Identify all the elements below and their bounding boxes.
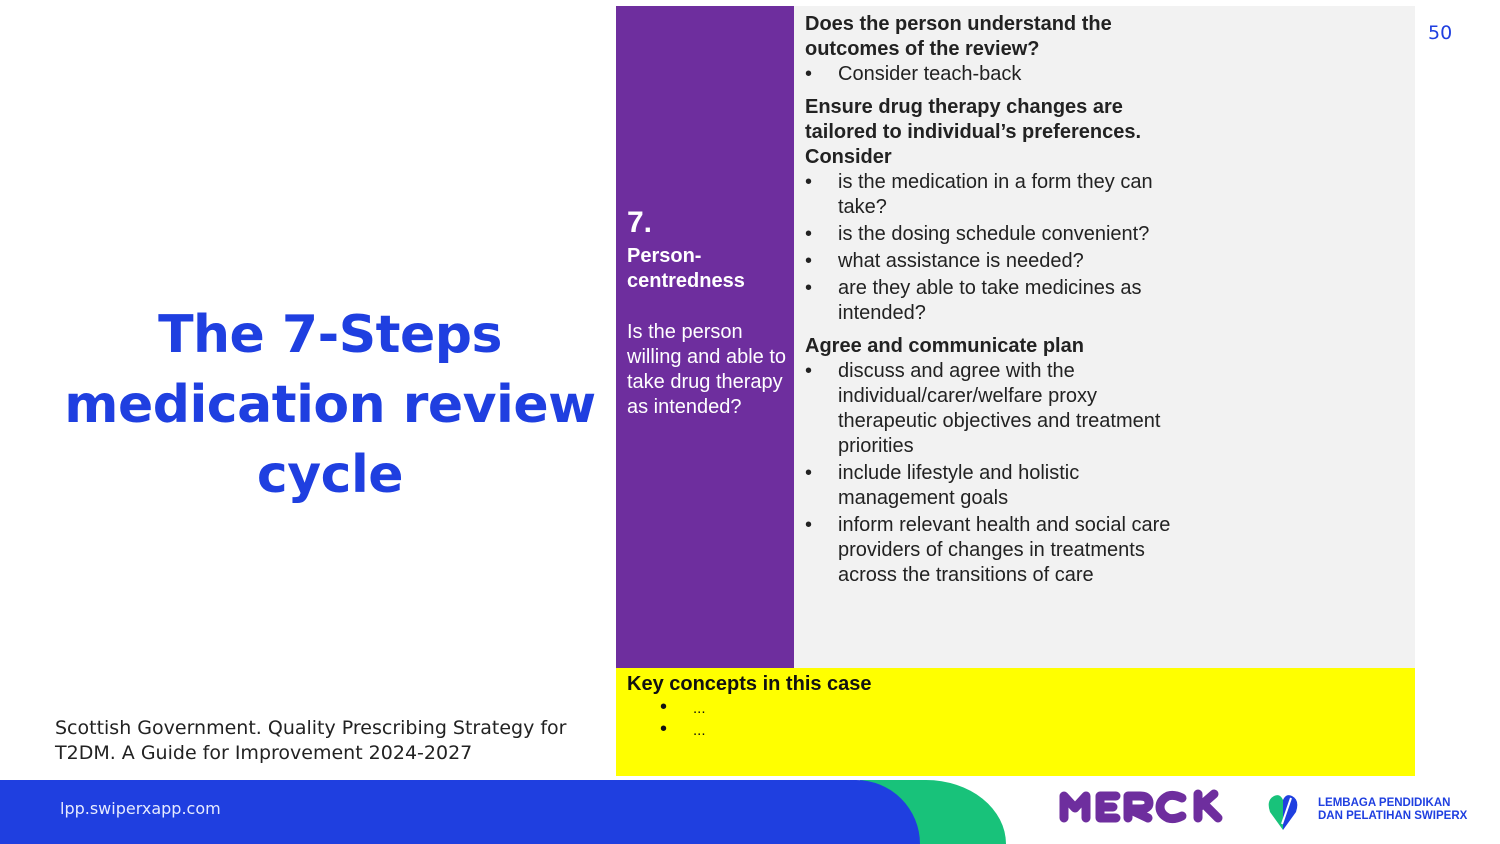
- swiperx-line-1: LEMBAGA PENDIDIKAN: [1318, 797, 1451, 809]
- step-name: Person-centredness: [627, 245, 745, 292]
- list-item: • are they able to take medicines as intended?: [805, 276, 1175, 326]
- reference-line-1: Scottish Government. Quality Prescribing Strategy for: [55, 717, 567, 739]
- step-question: Is the person willing and able to take drug therapy as intended?: [627, 321, 786, 418]
- section-plan: [805, 334, 1175, 588]
- list-item: • inform relevant health and social care providers of changes in treatments across the transitions of care: [805, 513, 1175, 588]
- key-concepts-box: [616, 668, 1415, 776]
- list-item: • is the medication in a form they can take?: [805, 170, 1175, 220]
- swiperx-line-2: DAN PELATIHAN SWIPERX: [1318, 810, 1468, 822]
- step-label-column: [616, 6, 794, 668]
- title-line-1: The 7-Steps: [158, 305, 502, 365]
- section-heading: Does the person understand the outcomes of the review?: [805, 13, 1112, 60]
- swiperx-heart-icon: [1268, 790, 1298, 832]
- section-understanding: [805, 12, 1175, 87]
- swiperx-logo-text: [1318, 797, 1467, 823]
- title-line-2: medication review: [64, 375, 596, 435]
- slide-title: [40, 300, 620, 510]
- list-item: • discuss and agree with the individual/carer/welfare proxy therapeutic objectives and treatment priorities: [805, 359, 1175, 459]
- list-item: • ...: [660, 720, 706, 742]
- step-detail-column: [794, 6, 1415, 668]
- key-concepts-title: Key concepts in this case: [627, 673, 872, 695]
- reference-citation: [55, 716, 595, 766]
- reference-line-2: T2DM. A Guide for Improvement 2024-2027: [55, 742, 473, 764]
- step-number: 7.: [627, 206, 653, 239]
- step-table-image: [616, 6, 1415, 776]
- merck-logo: [1058, 786, 1240, 826]
- section-heading: Ensure drug therapy changes are tailored to individual’s preferences. Consider: [805, 96, 1142, 168]
- step-detail-content: [805, 12, 1175, 596]
- key-concepts-list: [660, 698, 706, 742]
- list-item: • Consider teach-back: [805, 62, 1175, 87]
- page-number: 50: [1428, 22, 1453, 44]
- list-item: • is the dosing schedule convenient?: [805, 222, 1175, 247]
- list-item: • what assistance is needed?: [805, 249, 1175, 274]
- footer-url[interactable]: lpp.swiperxapp.com: [60, 799, 221, 818]
- section-preferences: [805, 95, 1175, 326]
- list-item: • include lifestyle and holistic management goals: [805, 461, 1175, 511]
- list-item: • ...: [660, 698, 706, 720]
- section-heading: Agree and communicate plan: [805, 335, 1084, 357]
- title-line-3: cycle: [256, 445, 404, 505]
